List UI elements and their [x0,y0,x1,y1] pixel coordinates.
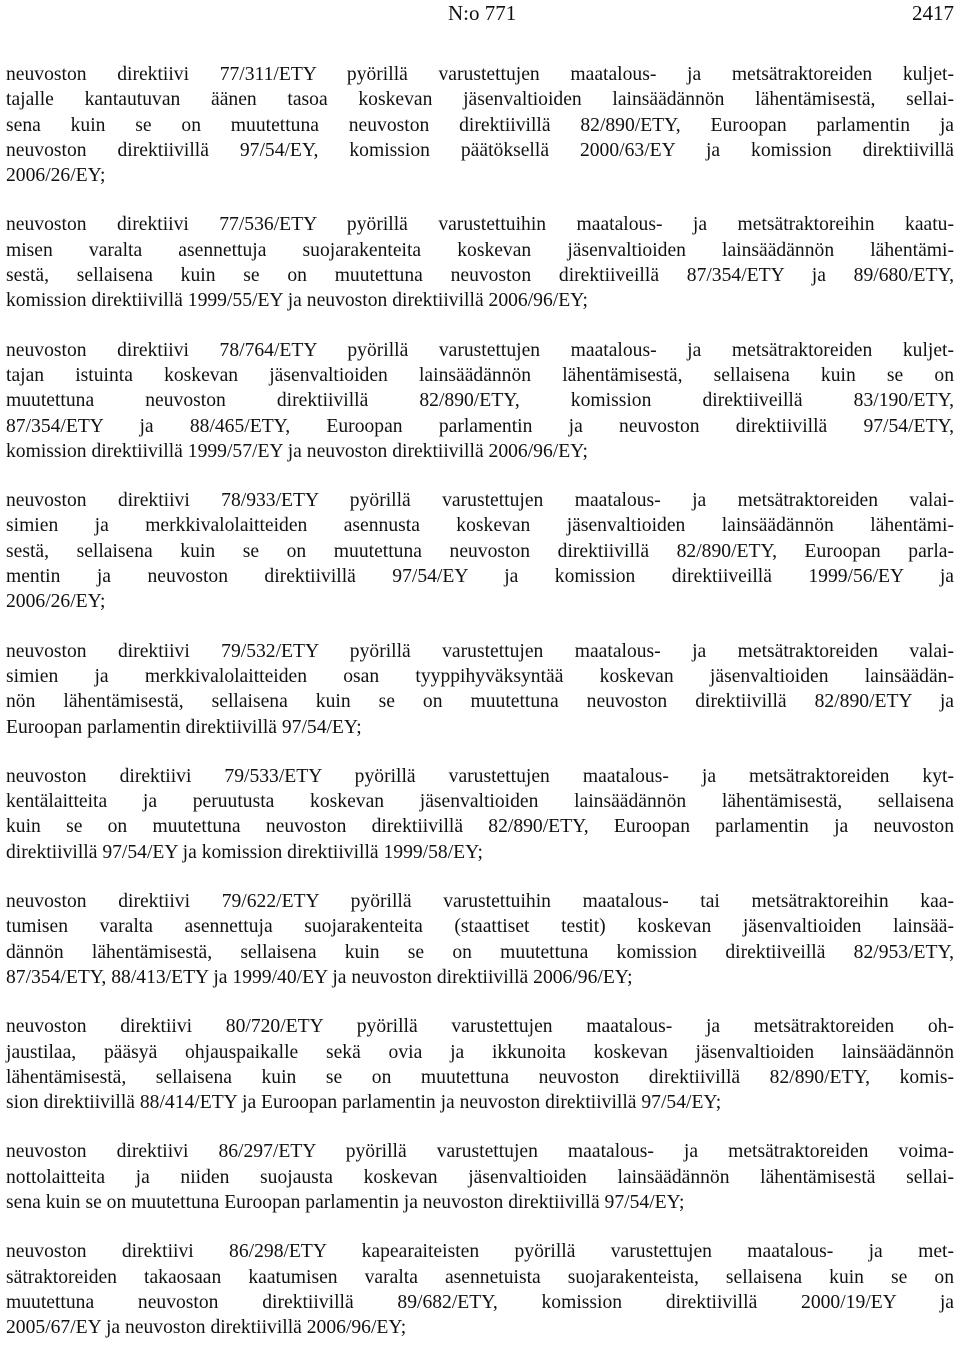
paragraph-line: neuvoston direktiivi 80/720/ETY pyörillä varustettujen maatalous- ja metsätraktoreiden oh- [6,1016,954,1038]
directive-paragraph [6,1014,954,1115]
paragraph-line: neuvoston direktiivi 86/297/ETY pyörillä varustettujen maatalous- ja metsätraktoreiden voima- [6,1141,954,1163]
paragraph-line: nottolaitteita ja niiden suojausta koskevan jäsenvaltioiden lainsäädännön lähentämisestä sellai- [6,1166,954,1188]
paragraph-line: neuvoston direktiivi 78/933/ETY pyörillä varustettujen maatalous- ja metsätraktoreiden valai- [6,490,954,512]
paragraph-line: Euroopan parlamentin direktiivillä 97/54/EY; [6,716,362,738]
paragraph-line: simien ja merkkivalolaitteiden asennusta koskevan jäsenvaltioiden lainsäädännön lähentämi- [6,515,954,537]
issue-number: N:o 771 [448,1,517,25]
directive-paragraph [6,212,954,313]
paragraph-line: sestä, sellaisena kuin se on muutettuna neuvoston direktiivillä 82/890/ETY, Euroopan parla- [6,540,954,562]
paragraph-line: jaustilaa, pääsyä ohjauspaikalle sekä ovia ja ikkunoita koskevan jäsenvaltioiden lainsäädännön [6,1041,954,1063]
paragraph-line: sena kuin se on muutettuna Euroopan parlamentin ja neuvoston direktiivillä 97/54/EY; [6,1191,685,1213]
directive-paragraph [6,764,954,865]
paragraph-line: neuvoston direktiivi 79/533/ETY pyörillä varustettujen maatalous- ja metsätraktoreiden kyt- [6,765,954,787]
paragraph-line: 87/354/ETY ja 88/465/ETY, Euroopan parlamentin ja neuvoston direktiivillä 97/54/ETY, [6,415,954,437]
paragraph-line: dännön lähentämisestä, sellaisena kuin se on muutettuna komission direktiiveillä 82/953/ETY, [6,941,954,963]
paragraph-line: neuvoston direktiivillä 97/54/EY, komission päätöksellä 2000/63/EY ja komission direktiivillä [6,139,954,161]
directive-paragraph [6,639,954,740]
paragraph-line: 87/354/ETY, 88/413/ETY ja 1999/40/EY ja neuvoston direktiivillä 2006/96/EY; [6,966,633,988]
document-body [6,62,954,1364]
paragraph-line: neuvoston direktiivi 79/532/ETY pyörillä varustettujen maatalous- ja metsätraktoreiden valai- [6,640,954,662]
paragraph-line: lähentämisestä, sellaisena kuin se on muutettuna neuvoston direktiivillä 82/890/ETY, komis- [6,1066,954,1088]
page-number: 2417 [912,1,954,25]
paragraph-line: tajan istuinta koskevan jäsenvaltioiden lainsäädännön lähentämisestä, sellaisena kuin se on [6,364,954,386]
paragraph-line: simien ja merkkivalolaitteiden osan tyyppihyväksyntää koskevan jäsenvaltioiden lainsäädän- [6,665,954,687]
paragraph-line: sätraktoreiden takaosaan kaatumisen varalta asennetuista suojarakenteista, sellaisena kuin se on [6,1266,954,1288]
paragraph-line: 2006/26/EY; [6,591,106,613]
directive-paragraph [6,62,954,188]
paragraph-line: kuin se on muutettuna neuvoston direktiivillä 82/890/ETY, Euroopan parlamentin ja neuvoston [6,816,954,838]
paragraph-line: sestä, sellaisena kuin se on muutettuna neuvoston direktiiveillä 87/354/ETY ja 89/680/ETY, [6,265,954,287]
directive-paragraph [6,1239,954,1340]
paragraph-line: komission direktiivillä 1999/57/EY ja neuvoston direktiivillä 2006/96/EY; [6,440,588,462]
paragraph-line: nön lähentämisestä, sellaisena kuin se on muutettuna neuvoston direktiivillä 82/890/ETY ja [6,691,954,713]
paragraph-line: tajalle kantautuvan äänen tasoa koskevan jäsenvaltioiden lainsäädännön lähentämisestä, sellai- [6,89,954,111]
paragraph-line: tumisen varalta asennettuja suojarakenteita (staattiset testit) koskevan jäsenvaltioiden lainsää- [6,916,954,938]
paragraph-line: neuvoston direktiivi 78/764/ETY pyörillä varustettujen maatalous- ja metsätraktoreiden kuljet- [6,339,954,361]
paragraph-line: direktiivillä 97/54/EY ja komission direktiivillä 1999/58/EY; [6,841,483,863]
paragraph-line: sena kuin se on muutettuna neuvoston direktiivillä 82/890/ETY, Euroopan parlamentin ja [6,114,954,136]
paragraph-line: 2006/26/EY; [6,165,106,187]
paragraph-line: sion direktiivillä 88/414/ETY ja Euroopan parlamentin ja neuvoston direktiivillä 97/54/EY; [6,1092,722,1114]
paragraph-line: komission direktiivillä 1999/55/EY ja neuvoston direktiivillä 2006/96/EY; [6,290,588,312]
paragraph-line: misen varalta asennettuja suojarakenteita koskevan jäsenvaltioiden lainsäädännön lähentämi- [6,239,954,261]
paragraph-line: neuvoston direktiivi 86/298/ETY kapearaiteisten pyörillä varustettujen maatalous- ja met- [6,1241,954,1263]
directive-paragraph [6,338,954,464]
paragraph-line: neuvoston direktiivi 77/311/ETY pyörillä varustettujen maatalous- ja metsätraktoreiden kuljet- [6,64,954,85]
page-header [0,0,960,30]
paragraph-line: muutettuna neuvoston direktiivillä 89/682/ETY, komission direktiivillä 2000/19/EY ja [6,1291,954,1313]
paragraph-line: 2005/67/EY ja neuvoston direktiivillä 2006/96/EY; [6,1317,407,1339]
paragraph-line: kentälaitteita ja peruutusta koskevan jäsenvaltioiden lainsäädännön lähentämisestä, sellaisena [6,791,954,813]
directive-paragraph [6,488,954,614]
directive-paragraph [6,889,954,990]
paragraph-line: neuvoston direktiivi 79/622/ETY pyörillä varustettuihin maatalous- tai metsätraktoreihin kaa- [6,891,954,913]
paragraph-line: muutettuna neuvoston direktiivillä 82/890/ETY, komission direktiiveillä 83/190/ETY, [6,390,954,412]
paragraph-line: mentin ja neuvoston direktiivillä 97/54/EY ja komission direktiiveillä 1999/56/EY ja [6,566,954,588]
paragraph-line: neuvoston direktiivi 77/536/ETY pyörillä varustettuihin maatalous- ja metsätraktoreihin kaatu- [6,214,954,236]
directive-paragraph [6,1139,954,1215]
